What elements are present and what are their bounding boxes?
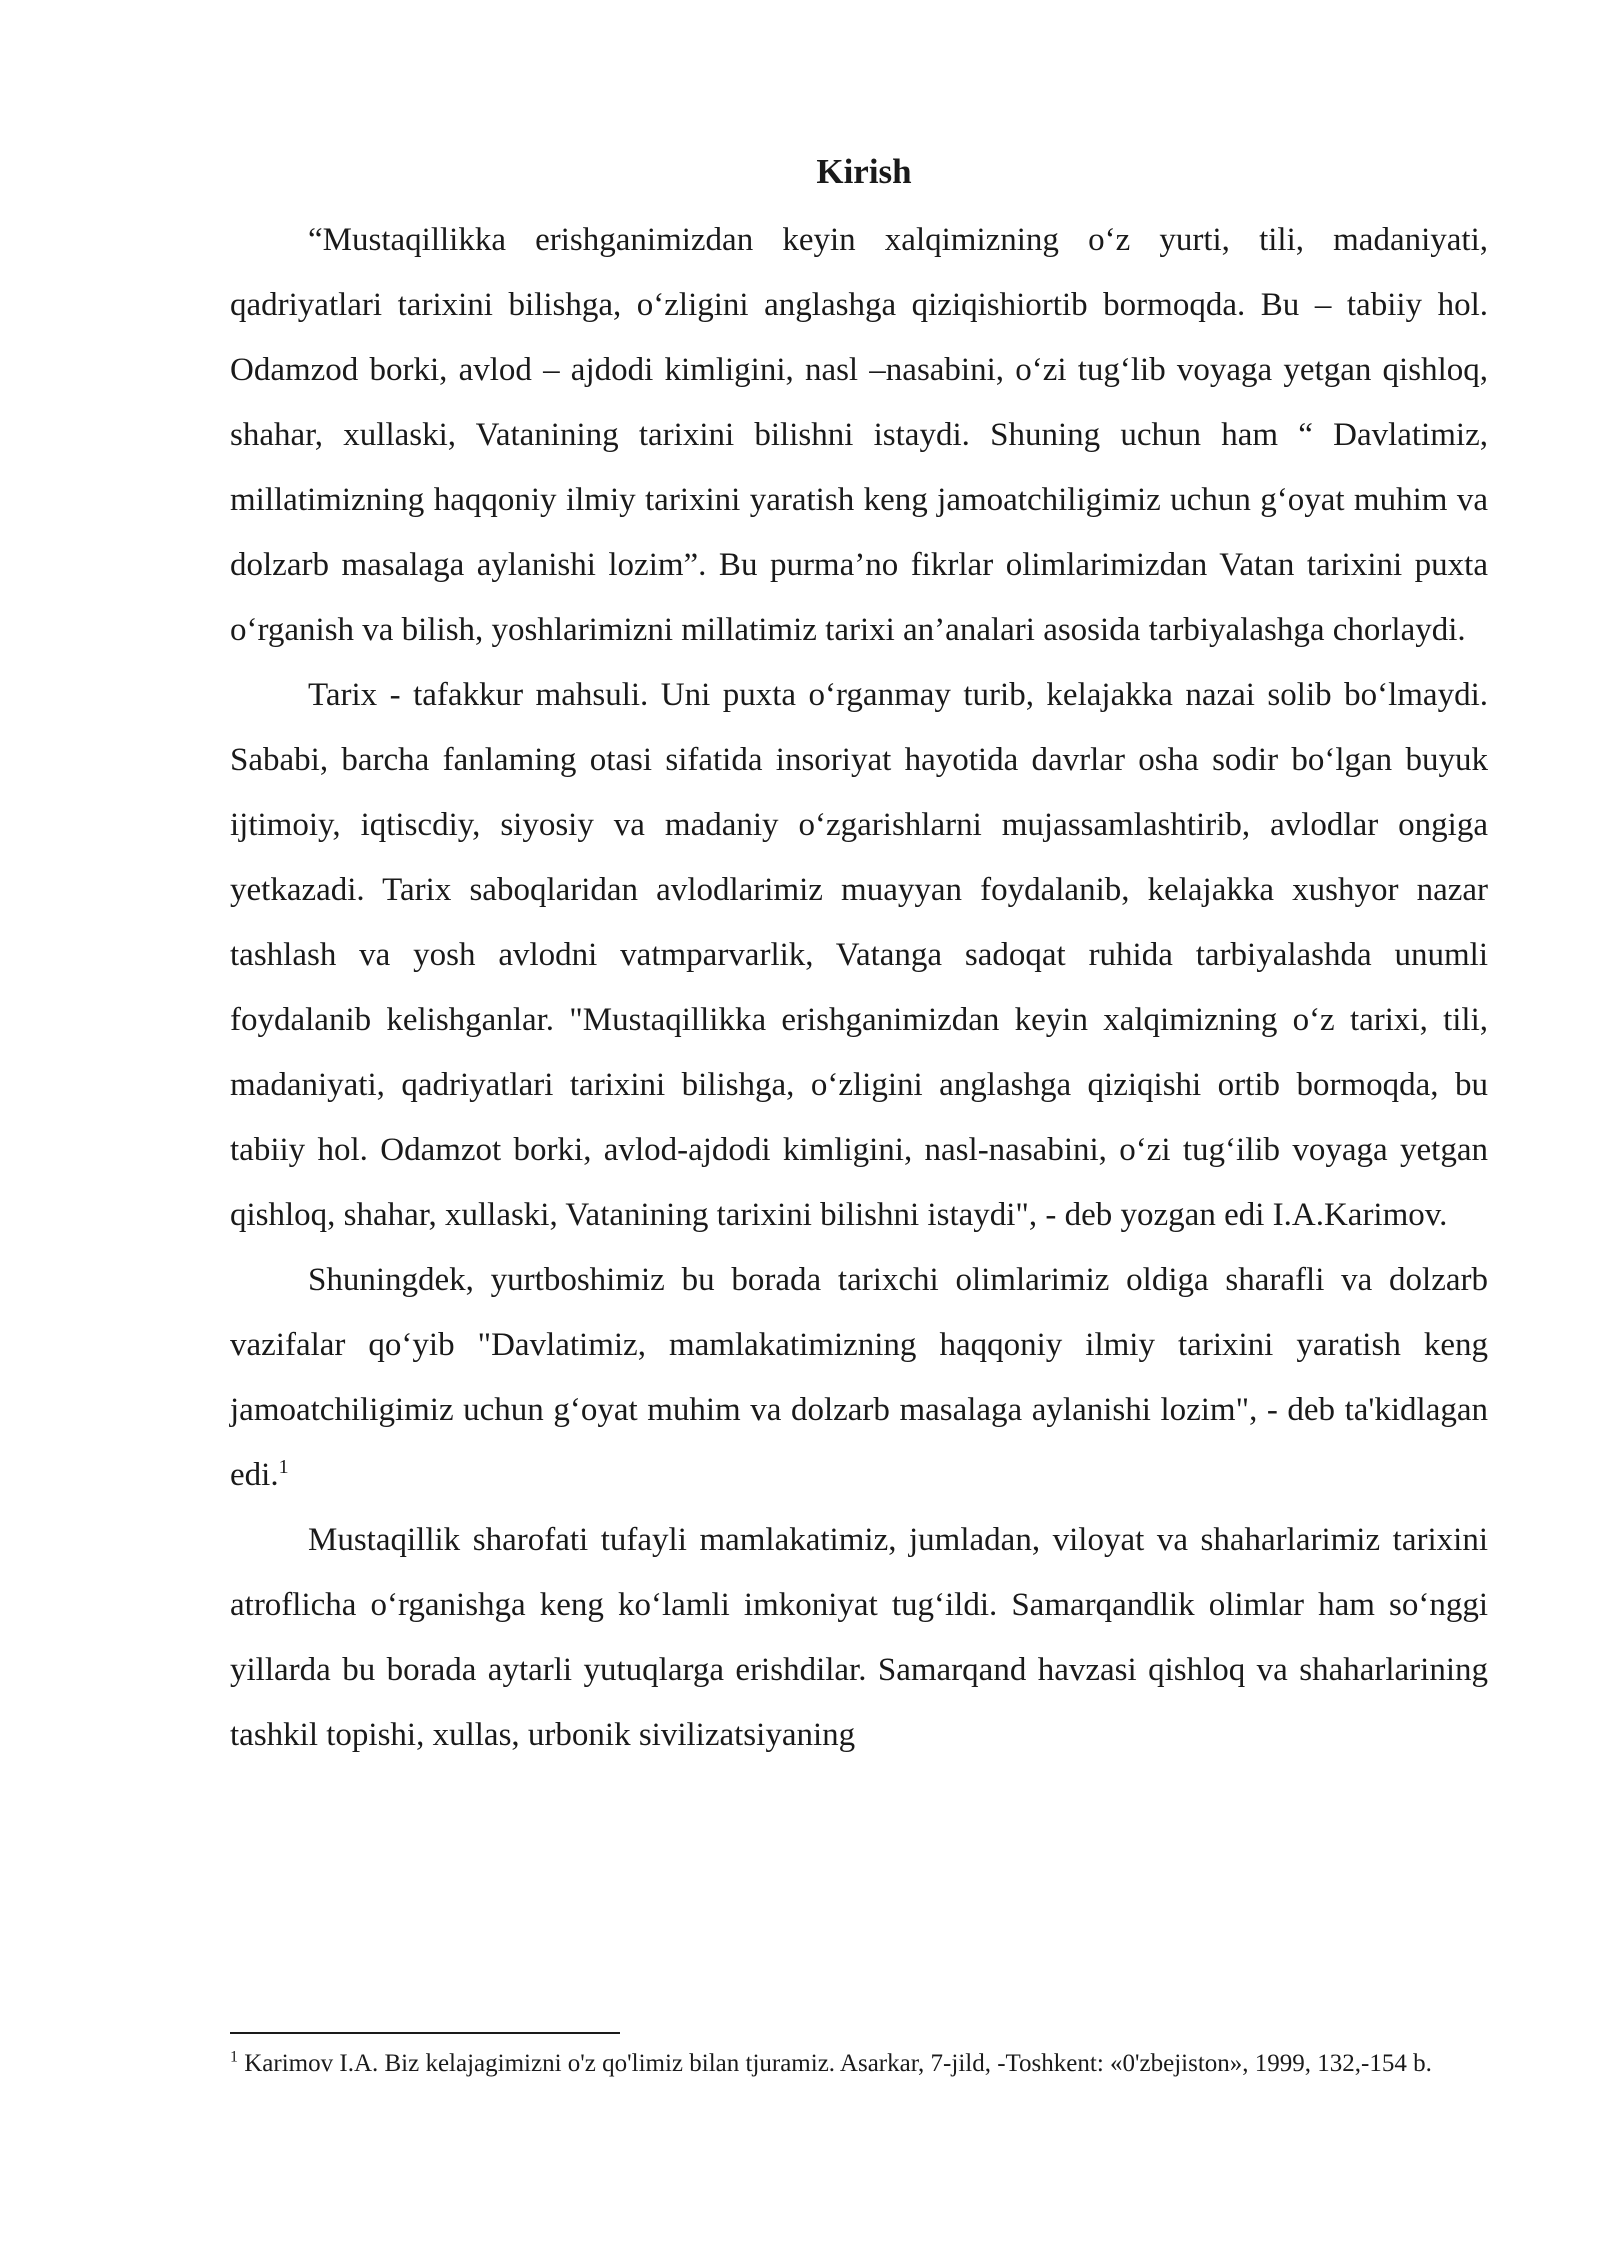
footnote-reference[interactable]: 1 [278, 1456, 289, 1478]
paragraph-3-text: Shuningdek, yurtboshimiz bu borada tarixchi olimlarimiz oldiga sharafli va dolzarb vazifalar qo‘yib "Davlatimiz, mamlakatimizning haqqoniy ilmiy tarixini yaratish keng jamoatchiligimiz uchun g‘oyat muhim va dolzarb masalaga aylanishi lozim", - deb ta'kidlagan edi. [230, 1262, 1488, 1493]
footnote-text: Karimov I.A. Biz kelajagimizni o'z qo'limiz bilan tjuramiz. Asarkar, 7-jild, -Toshkent: «0'zbejiston», 1999, 132,-154 b. [244, 2050, 1432, 2077]
footnote-number: 1 [230, 2048, 238, 2066]
paragraph-4: Mustaqillik sharofati tufayli mamlakatimiz, jumladan, viloyat va shaharlarimiz tarixini atroflicha o‘rganishga keng ko‘lamli imkoniyat tug‘ildi. Samarqandlik olimlar ham so‘nggi yillarda bu borada aytarli yutuqlarga erishdilar. Samarqand havzasi qishloq va shaharlarining tashkil topishi, xullas, urbonik sivilizatsiyaning [230, 1522, 1488, 1753]
paragraph-2: Tarix - tafakkur mahsuli. Uni puxta o‘rganmay turib, kelajakka nazai solib bo‘lmaydi. Sababi, barcha fanlaming otasi sifatida insoriyat hayotida davrlar osha sodir bo‘lgan buyuk ijtimoiy, iqtiscdiy, siyosiy va madaniy o‘zgarishlarni mujassamlashtirib, avlodlar ongiga yetkazadi. Tarix saboqlaridan avlodlarimiz muayyan foydalanib, kelajakka xushyor nazar tashlash va yosh avlodni vatmparvarlik, Vatanga sadoqat ruhida tarbiyalashda unumli foydalanib kelishganlar. "Mustaqillikka erishganimizdan keyin xalqimizning o‘z tarixi, tili, madaniyati, qadriyatlari tarixini bilishga, o‘zligini anglashga qiziqishi ortib bormoqda, bu tabiiy hol. Odamzot borki, avlod-ajdodi kimligini, nasl-nasabini, o‘zi tug‘ilib voyaga yetgan qishloq, shahar, xullaski, Vatanining tarixini bilishni istaydi", - deb yozgan edi I.A.Karimov. [230, 677, 1488, 1233]
paragraph-3 [230, 1248, 1488, 1508]
paragraph-1: “Mustaqillikka erishganimizdan keyin xalqimizning o‘z yurti, tili, madaniyati, qadriyatlari tarixini bilishga, o‘zligini anglashga qiziqishiortib bormoqda. Bu – tabiiy hol. Odamzod borki, avlod – ajdodi kimligini, nasl –nasabini, o‘zi tug‘lib voyaga yetgan qishloq, shahar, xullaski, Vatanining tarixini bilishni istaydi. Shuning uchun ham “ Davlatimiz, millatimizning haqqoniy ilmiy tarixini yaratish keng jamoatchiligimiz uchun g‘oyat muhim va dolzarb masalaga aylanishi lozim”. Bu purma’no fikrlar olimlarimizdan Vatan tarixini puxta o‘rganish va bilish, yoshlarimizni millatimiz tarixi an’analari asosida tarbiyalashga chorlaydi. [230, 222, 1488, 648]
page-title: Kirish [816, 152, 912, 191]
footnote [230, 2046, 1488, 2081]
document-body [230, 208, 1488, 1768]
footnote-separator [230, 2032, 620, 2034]
